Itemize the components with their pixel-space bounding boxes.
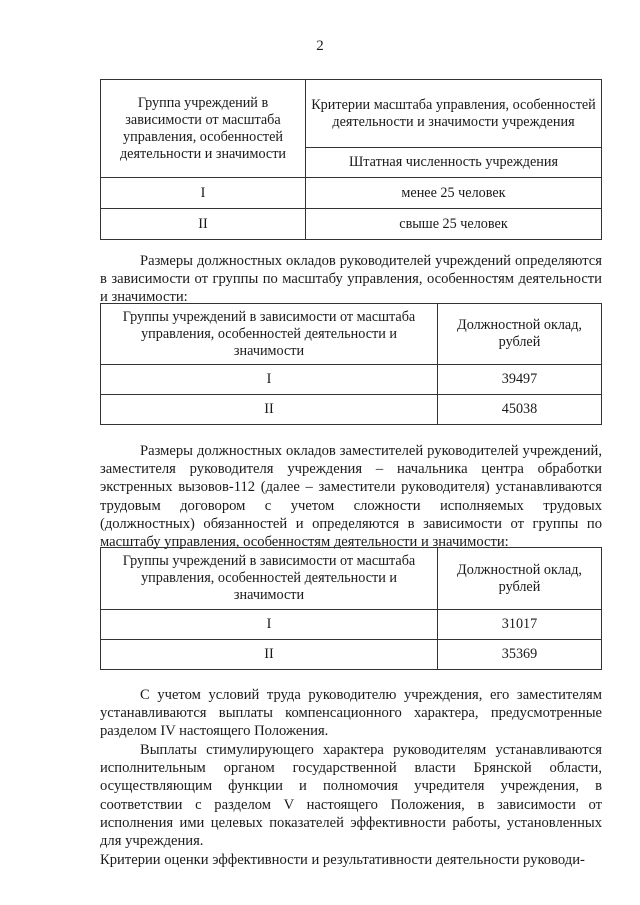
table2-row1-value: 39497 [438,365,602,395]
table3-row2-value: 35369 [438,640,602,670]
paragraph-director-salaries: Размеры должностных окладов руководителей учреждений определяются в зависимости от группы по масштабу управления, особенностям деятельности и значимости: [100,253,602,306]
table1-row1-value: менее 25 человек [306,178,602,209]
table3-row2-group: II [101,640,438,670]
table1-row1-group: I [101,178,306,209]
page-number: 2 [316,38,324,54]
paragraph-deputy-salaries: Размеры должностных окладов заместителей руководителей учреждений, заместителя руководителя учреждения – начальника центра обработки экстренных вызовов-112 (далее – заместители руководителя) устанавливаются трудовым договором с учетом сложности исполняемых трудовых (должностных) обязанностей и определяются в зависимости от группы по масштабу управления, особенностям деятельности и значимости: [100,443,602,551]
table3-row1-group: I [101,610,438,640]
table1-row2-value: свыше 25 человек [306,209,602,240]
table2-row1-group: I [101,365,438,395]
table-row [101,209,602,240]
criteria-table [100,79,602,240]
deputy-salary-table [100,547,602,670]
paragraph-criteria: Критерии оценки эффективности и результативности деятельности руководи- [100,852,585,868]
paragraph-incentives: Выплаты стимулирующего характера руководителям устанавливаются исполнительным органом государственной власти Брянской области, осуществляющим функции и полномочия учредителя учреждения, в соответствии с разделом V настоящего Положения, в зависимости от исполнения ими целевых показателей эффективности работы, установленных для учреждения. [100,742,602,850]
table-row [101,178,602,209]
table2-row2-group: II [101,395,438,425]
table1-col2-header: Критерии масштаба управления, особенностей деятельности и значимости учреждения [306,80,602,148]
table1-row2-group: II [101,209,306,240]
table1-col1-header: Группа учреждений в зависимости от масштаба управления, особенностей деятельности и значимости [101,80,306,178]
table3-col1-header: Группы учреждений в зависимости от масштаба управления, особенностей деятельности и значимости [101,548,438,610]
table2-col2-header: Должностной оклад, рублей [438,304,602,365]
table1-col2-subheader: Штатная численность учреждения [306,148,602,178]
table-row [101,640,602,670]
director-salary-table [100,303,602,425]
table-row [101,365,602,395]
table-row [101,395,602,425]
table3-col2-header: Должностной оклад, рублей [438,548,602,610]
paragraph-compensation: С учетом условий труда руководителю учреждения, его заместителям устанавливаются выплаты компенсационного характера, предусмотренные разделом IV настоящего Положения. [100,687,602,740]
table2-col1-header: Группы учреждений в зависимости от масштаба управления, особенностей деятельности и значимости [101,304,438,365]
table2-row2-value: 45038 [438,395,602,425]
table-row [101,610,602,640]
table3-row1-value: 31017 [438,610,602,640]
